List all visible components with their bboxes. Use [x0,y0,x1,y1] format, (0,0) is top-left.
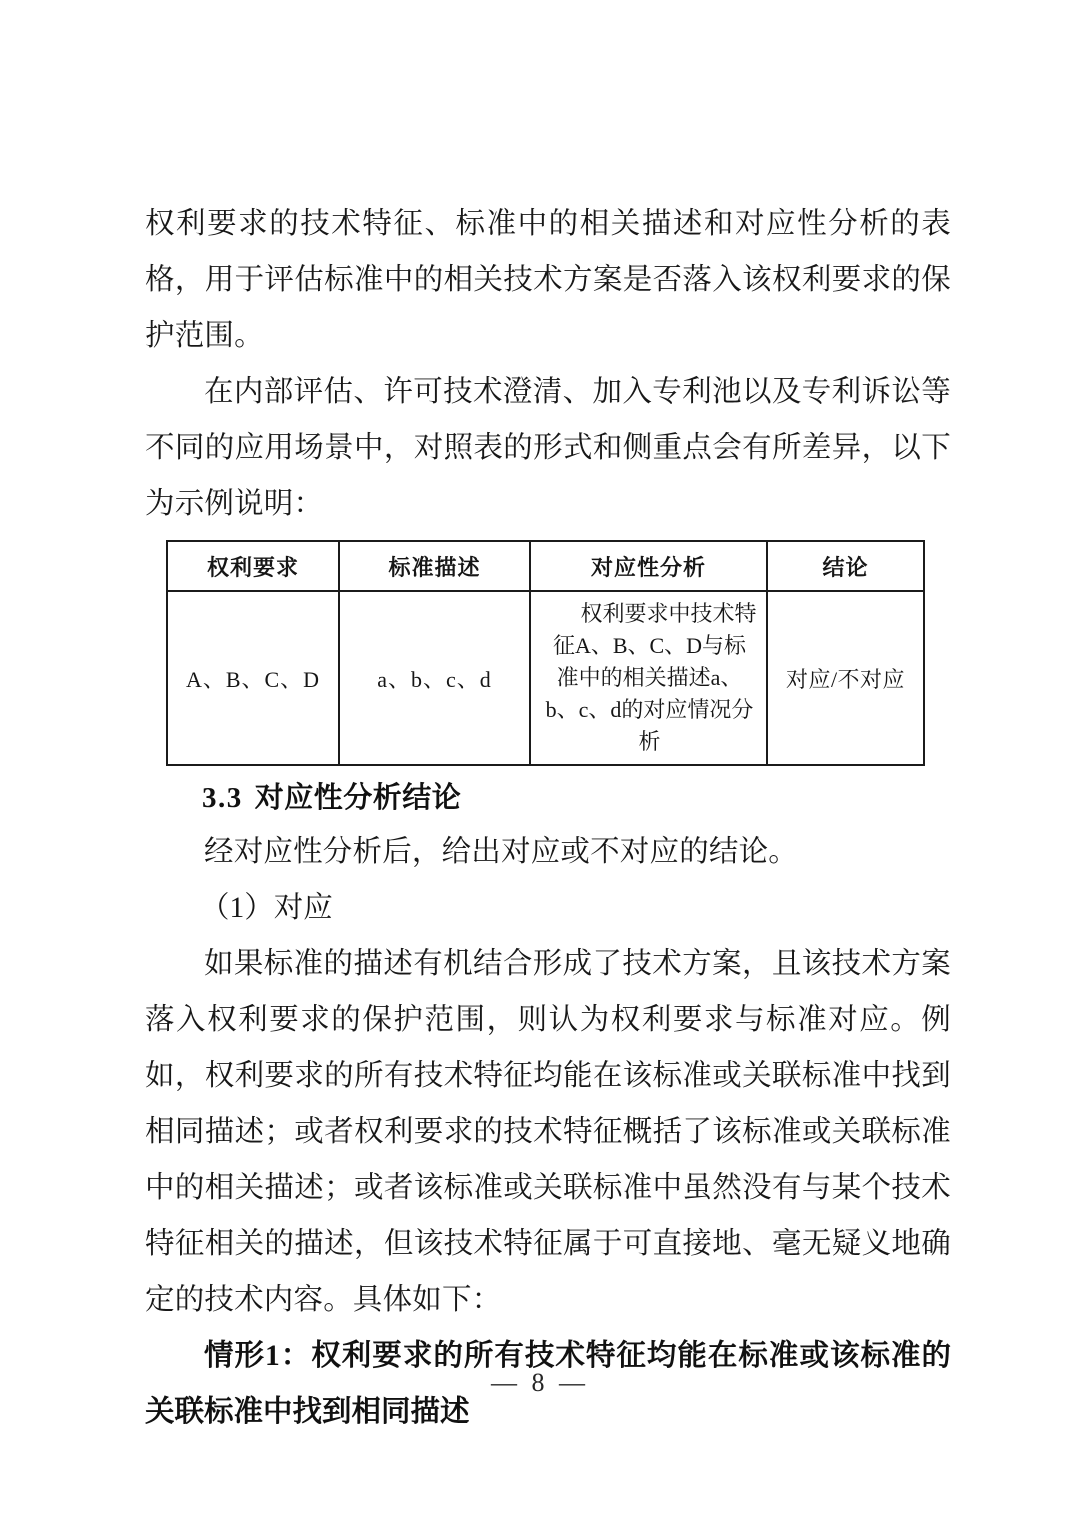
table-header-standard-description: 标准描述 [339,541,530,591]
paragraph-1: 权利要求的技术特征、标准中的相关描述和对应性分析的表格，用于评估标准中的相关技术方案是否落入该权利要求的保护范围。 [145,208,951,352]
section-heading-3-3 [145,772,951,824]
section-number: 3.3 [202,782,243,814]
page-content [145,196,951,1440]
table-header-conclusion: 结论 [767,541,924,591]
table-body [167,591,924,765]
cell-correspondence-analysis: 权利要求中技术特征A、B、C、D与标准中的相关描述a、b、c、d的对应情况分析 [530,591,767,765]
comparison-table [166,540,925,766]
cell-claim: A、B、C、D [167,591,339,765]
table-header-row [167,541,924,591]
table-header-claim: 权利要求 [167,541,339,591]
page-number: — 8 — [491,1368,589,1397]
table-header [167,541,924,591]
table-header-correspondence-analysis: 对应性分析 [530,541,767,591]
item-1-label: （1）对应 [200,892,333,924]
table-row [167,591,924,765]
paragraph-2: 在内部评估、许可技术澄清、加入专利池以及专利诉讼等不同的应用场景中，对照表的形式和侧重点会有所差异，以下为示例说明： [145,376,951,520]
section-title: 对应性分析结论 [254,782,462,814]
case-1-heading: 情形1：权利要求的所有技术特征均能在标准或该标准的关联标准中找到相同描述 [145,1340,951,1428]
comparison-table-wrapper [166,540,923,766]
cell-conclusion: 对应/不对应 [767,591,924,765]
cell-standard-description: a、b、c、d [339,591,530,765]
paragraph-4: 如果标准的描述有机结合形成了技术方案，且该技术方案落入权利要求的保护范围，则认为权利要求与标准对应。例如，权利要求的所有技术特征均能在该标准或关联标准中找到相同描述；或者权利要求的技术特征概括了该标准或关联标准中的相关描述；或者该标准或关联标准中虽然没有与某个技术特征相关的描述，但该技术特征属于可直接地、毫无疑义地确定的技术内容。具体如下： [145,948,951,1316]
paragraph-3: 经对应性分析后，给出对应或不对应的结论。 [204,836,799,868]
